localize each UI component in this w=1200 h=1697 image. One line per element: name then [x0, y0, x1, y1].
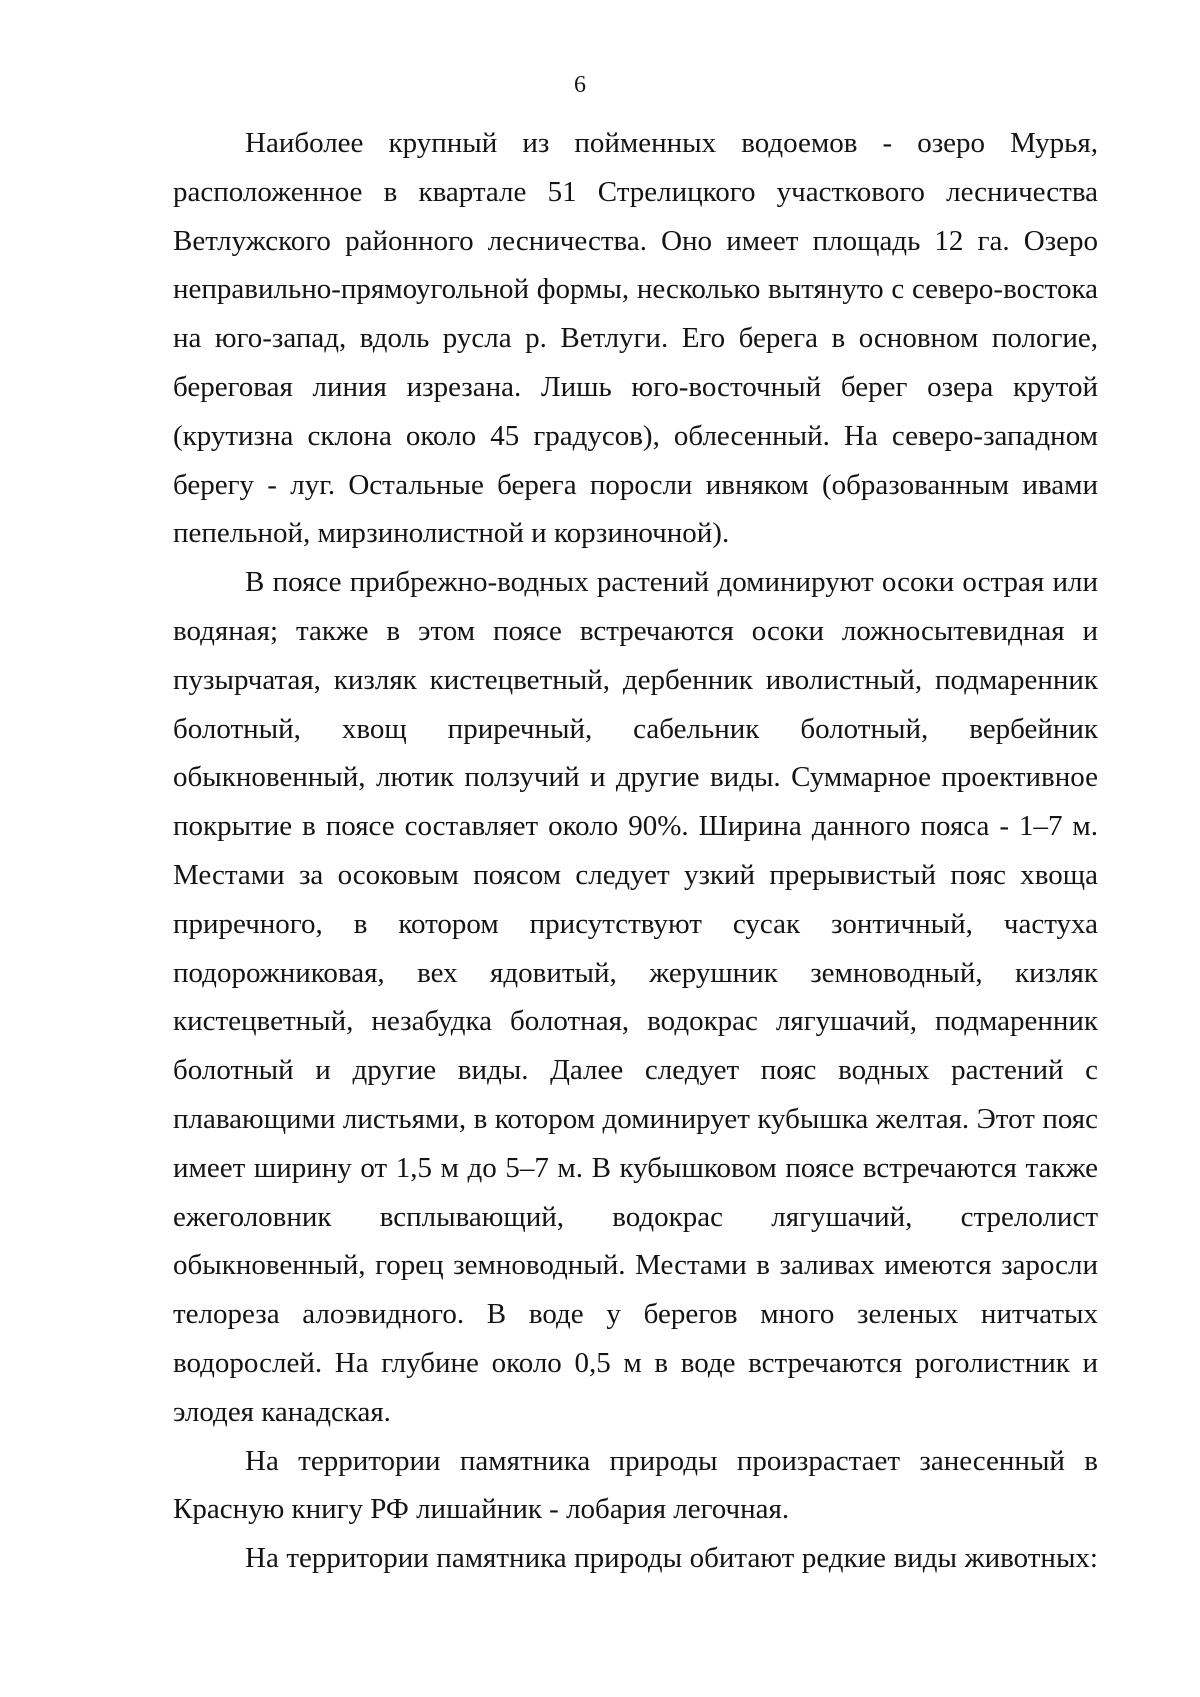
page-number: 6: [574, 72, 586, 98]
paragraph-rare-animals: На территории памятника природы обитают редкие виды животных:: [245, 1542, 1098, 1575]
paragraph-red-book-lichen: На территории памятника природы произрастает занесенный в Красную книгу РФ лишайник - лобария легочная.: [173, 1444, 1098, 1526]
paragraph-vegetation-belts: В поясе прибрежно-водных растений доминируют осоки острая или водяная; также в этом поясе встречаются осоки ложносытевидная и пузырчатая, кизляк кистецветный, дербенник иволистный, подмаренник болотный, хвощ приречный, сабельник болотный, вербейник обыкновенный, лютик ползучий и другие виды. Суммарное проективное покрытие в поясе составляет около 90%. Ширина данного пояса - 1–7 м. Местами за осоковым поясом следует узкий прерывистый пояс хвоща приречного, в котором присутствуют сусак зонтичный, частуха подорожниковая, вех ядовитый, жерушник земноводный, кизляк кистецветный, незабудка болотная, водокрас лягушачий, подмаренник болотный и другие виды. Далее следует пояс водных растений с плавающими листьями, в котором доминирует кубышка желтая. Этот пояс имеет ширину от 1,5 м до 5–7 м. В кубышковом поясе встречаются также ежеголовник всплывающий, водокрас лягушачий, стрелолист обыкновенный, горец земноводный. Местами в заливах имеются заросли телореза алоэвидного. В воде у берегов много зеленых нитчатых водорослей. На глубине около 0,5 м в воде встречаются роголистник и элодея канадская.: [173, 566, 1098, 1428]
body-text: [173, 119, 1098, 1583]
paragraph-lake-description: Наиболее крупный из пойменных водоемов - озеро Мурья, расположенное в квартале 51 Стрелицкого участкового лесничества Ветлужского районного лесничества. Оно имеет площадь 12 га. Озеро неправильно-прямоугольной формы, несколько вытянуто с северо-востока на юго-запад, вдоль русла р. Ветлуги. Его берега в основном пологие, береговая линия изрезана. Лишь юго-восточный берег озера крутой (крутизна склона около 45 градусов), облесенный. На северо-западном берегу - луг. Остальные берега поросли ивняком (образованным ивами пепельной, мирзинолистной и корзиночной).: [173, 127, 1098, 550]
